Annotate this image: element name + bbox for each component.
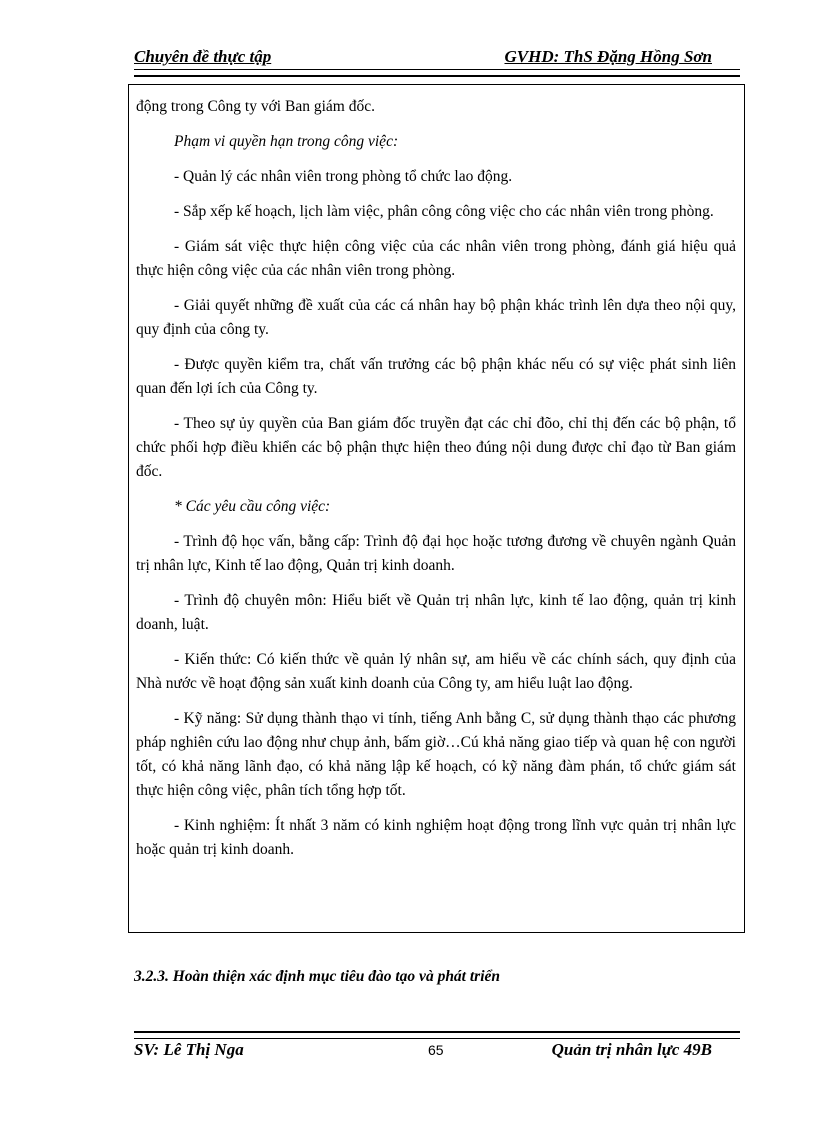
list-item: - Sắp xếp kế hoạch, lịch làm việc, phân công công việc cho các nhân viên trong phòng. xyxy=(174,203,714,220)
list-item: - Kinh nghiệm: Ít nhất 3 năm có kinh nghiệm hoạt động trong lĩnh vực quản trị nhân lực hoặc quản trị kinh doanh. xyxy=(136,817,736,858)
content-box xyxy=(128,84,745,933)
header-supervisor: GVHD: ThS Đặng Hồng Sơn xyxy=(504,47,712,66)
subheading-requirements: * Các yêu cầu công việc: xyxy=(174,498,331,515)
list-item: - Kiến thức: Có kiến thức về quản lý nhân sự, am hiểu về các chính sách, quy định của Nhà nước về hoạt động sản xuất kinh doanh của Công ty, am hiểu luật lao động. xyxy=(136,651,736,692)
header-rule xyxy=(134,69,740,77)
list-item: - Trình độ học vấn, bằng cấp: Trình độ đại học hoặc tương đương về chuyên ngành Quản trị nhân lực, Kinh tế lao động, Quản trị kinh doanh. xyxy=(136,533,736,574)
list-item: - Giải quyết những đề xuất của các cá nhân hay bộ phận khác trình lên dựa theo nội quy, quy định của công ty. xyxy=(136,297,736,338)
section-heading: 3.2.3. Hoàn thiện xác định mục tiêu đào tạo và phát triển xyxy=(134,968,501,985)
list-item: - Giám sát việc thực hiện công việc của các nhân viên trong phòng, đánh giá hiệu quả thực hiện công việc của các nhân viên trong phòng. xyxy=(136,238,736,279)
list-item: - Trình độ chuyên môn: Hiểu biết về Quản trị nhân lực, kinh tế lao động, quản trị kinh doanh, luật. xyxy=(136,592,736,633)
page-number: 65 xyxy=(428,1042,444,1058)
list-item: - Theo sự ủy quyền của Ban giám đốc truyền đạt các chỉ đõo, chỉ thị đến các bộ phận, tổ chức phối hợp điều khiển các bộ phận thực hiện theo đúng nội dung được chỉ đạo từ Ban giám đốc. xyxy=(136,415,736,480)
footer-class: Quản trị nhân lực 49B xyxy=(551,1040,712,1059)
page-footer xyxy=(134,1040,740,1064)
footer-student: SV: Lê Thị Nga xyxy=(134,1040,244,1059)
list-item: - Quản lý các nhân viên trong phòng tổ chức lao động. xyxy=(174,168,513,185)
list-item: - Được quyền kiểm tra, chất vấn trưởng các bộ phận khác nếu có sự việc phát sinh liên quan đến lợi ích của Công ty. xyxy=(136,356,736,397)
paragraph-continuation: động trong Công ty với Ban giám đốc. xyxy=(136,98,375,115)
header-title: Chuyên đề thực tập xyxy=(134,47,272,66)
list-item: - Kỹ năng: Sử dụng thành thạo vi tính, tiếng Anh bằng C, sử dụng thành thạo các phương pháp nghiên cứu lao động như chụp ảnh, bấm giờ…Cú khả năng giao tiếp và quan hệ con người tốt, có khả năng lãnh đạo, có khả năng lập kế hoạch, có kỹ năng đàm phán, tổ chức giám sát thực hiện công việc, phân tích tổng hợp tốt. xyxy=(136,710,736,799)
subheading-authority: Phạm vi quyền hạn trong công việc: xyxy=(174,133,399,150)
footer-rule xyxy=(134,1031,740,1039)
